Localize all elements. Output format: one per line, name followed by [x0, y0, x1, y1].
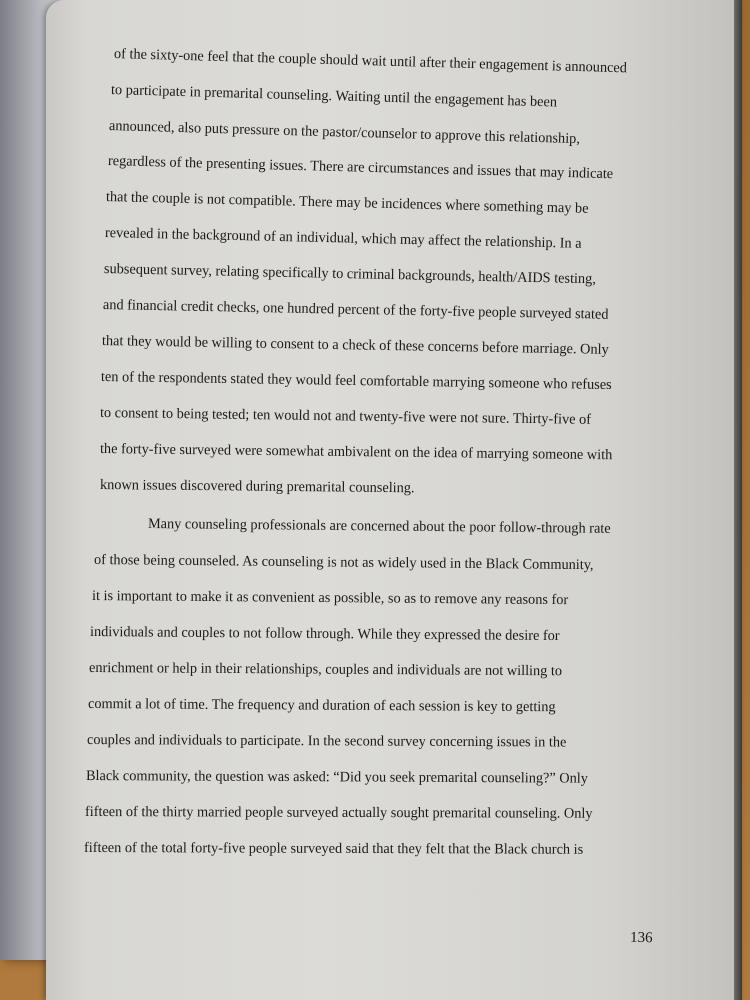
text-line: and financial credit checks, one hundred percent of the forty-five people surveyed stated [102, 297, 609, 323]
text-line: to participate in premarital counseling. Waiting until the engagement has been [110, 82, 558, 111]
text-line: known issues discovered during premarital counseling. [99, 477, 415, 497]
text-line: of those being counseled. As counseling is not as widely used in the Black Community, [93, 552, 594, 574]
text-line: ten of the respondents stated they would feel comfortable marrying someone who refuses [100, 369, 612, 394]
text-line: the forty-five surveyed were somewhat ambivalent on the idea of marrying someone with [99, 441, 613, 464]
text-line: individuals and couples to not follow through. While they expressed the desire for [89, 624, 560, 645]
text-line: enrichment or help in their relationships, couples and individuals are not willing to [88, 660, 563, 680]
text-line: of the sixty-one feel that the couple should wait until after their engagement is announced [113, 46, 628, 77]
text-line: fifteen of the thirty married people surveyed actually sought premarital counseling. Only [84, 804, 593, 822]
text-line: that the couple is not compatible. There may be incidences where something may be [105, 189, 589, 217]
text-line: it is important to make it as convenient as possible, so as to remove any reasons for [91, 588, 569, 609]
text-line: announced, also puts pressure on the pastor/counselor to approve this relationship, [108, 118, 581, 148]
page-number: 136 [629, 929, 653, 947]
text-line: couples and individuals to participate. In the second survey concerning issues in the [86, 732, 567, 751]
text-line: subsequent survey, relating specifically to criminal backgrounds, health/AIDS testing, [103, 261, 597, 288]
text-line: Many counseling professionals are concerned about the poor follow-through rate [147, 516, 611, 537]
page-shadow-edge [734, 0, 742, 1000]
text-line: to consent to being tested; ten would not and twenty-five were not sure. Thirty-five of [99, 405, 592, 428]
text-line: fifteen of the total forty-five people surveyed said that they felt that the Black church is [83, 840, 584, 858]
text-line: Black community, the question was asked: “Did you seek premarital counseling?” Only [85, 768, 588, 787]
text-line: revealed in the background of an individual, which may affect the relationship. In a [104, 225, 582, 252]
text-line: commit a lot of time. The frequency and duration of each session is key to getting [87, 696, 556, 716]
text-line: that they would be willing to consent to a check of these concerns before marriage. Only [101, 333, 609, 358]
text-line: regardless of the presenting issues. There are circumstances and issues that may indicate [107, 153, 614, 183]
